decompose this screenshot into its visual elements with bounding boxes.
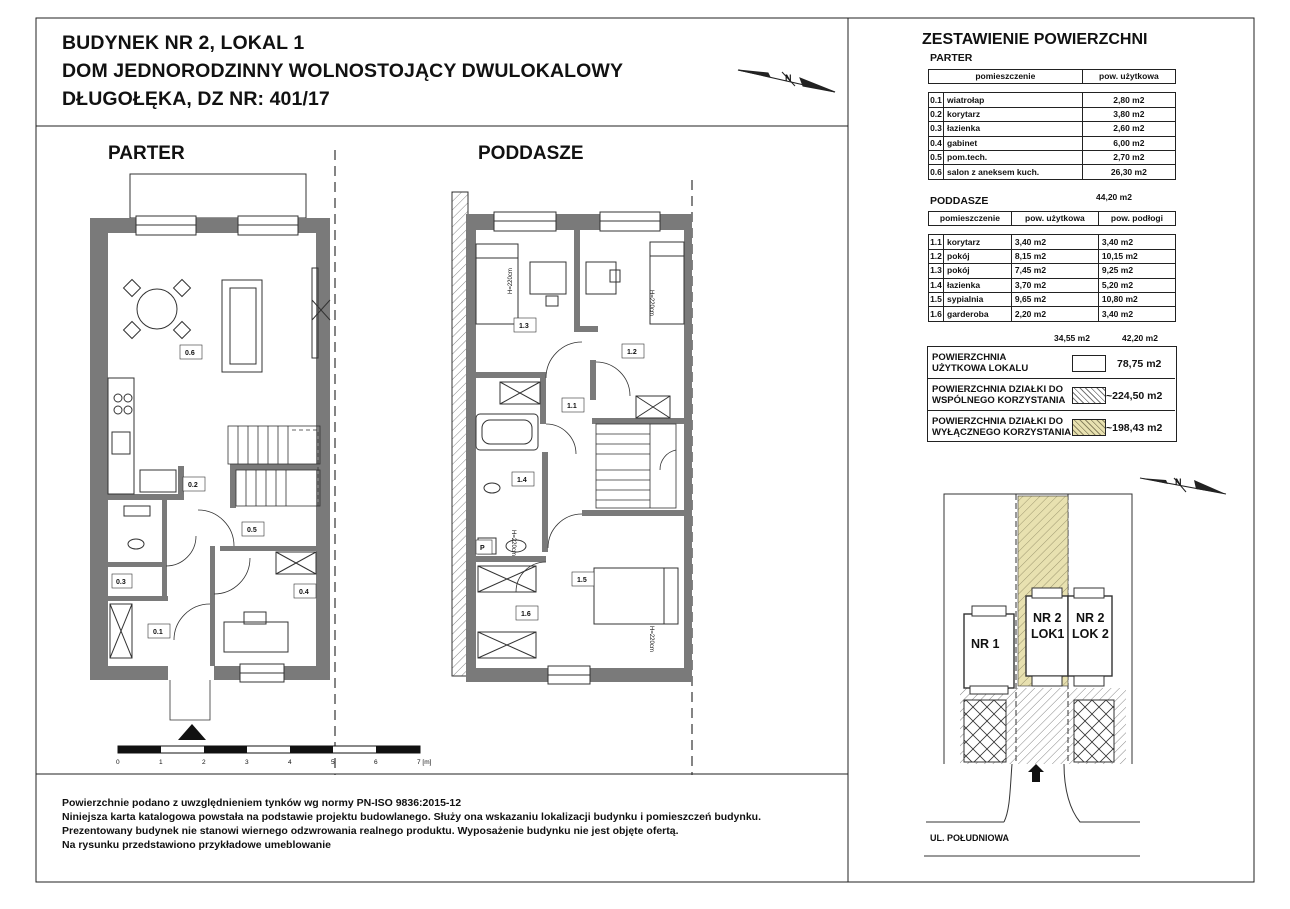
drawing-element <box>482 420 532 444</box>
drawing-element <box>590 360 596 400</box>
drawing-element <box>1028 764 1044 772</box>
drawing-element <box>230 464 330 470</box>
note-4: Na rysunku przedstawiono przykładowe umeblowanie <box>62 839 331 851</box>
drawing-element <box>586 262 616 294</box>
drawing-element <box>124 506 150 516</box>
site-plan <box>924 478 1226 856</box>
drawing-element <box>108 562 166 567</box>
col-header: pomieszczenie <box>929 212 1012 226</box>
drawing-element <box>1004 764 1012 822</box>
parter-table-label: PARTER <box>930 52 973 64</box>
drawing-element <box>1032 772 1040 782</box>
drawing-element <box>124 394 132 402</box>
table-row: 1.5 sypialnia 9,65 m2 10,80 m2 <box>929 292 1176 306</box>
drawing-element <box>174 604 210 640</box>
room-label: 0.2 <box>188 482 198 489</box>
parter-plan <box>90 150 335 775</box>
poddasze-total-area: 34,55 m2 <box>1054 333 1090 343</box>
drawing-element: 5 <box>331 759 335 766</box>
drawing-element: H=220cm <box>508 268 514 294</box>
drawing-element <box>168 664 214 682</box>
drawing-element <box>174 280 191 297</box>
header-line-3: DŁUGOŁĘKA, DZ NR: 401/17 <box>62 88 330 110</box>
drawing-element <box>484 483 500 493</box>
site-nr2-lok1-line1: NR 2 <box>1033 611 1062 625</box>
legend-swatch-usable <box>1072 355 1106 372</box>
legend-divider <box>927 378 1175 379</box>
room-label: 1.3 <box>519 323 529 330</box>
room-label: P <box>480 545 485 552</box>
drawing-element <box>574 230 580 330</box>
poddasze-room-labels <box>476 318 644 620</box>
drawing-element <box>452 192 468 676</box>
drawing-element <box>476 244 518 258</box>
drawing-element: H=220cm <box>510 530 516 556</box>
drawing-element <box>108 494 180 500</box>
drawing-element <box>530 262 566 294</box>
drawing-element: 6 <box>374 759 378 766</box>
col-header: pow. użytkowa <box>1082 70 1175 84</box>
room-label: 0.6 <box>185 350 195 357</box>
legend-value-1: 78,75 m2 <box>1117 358 1162 370</box>
poddasze-table-label: PODDASZE <box>930 195 989 207</box>
site-building-nr1: NR 1 <box>971 637 1000 651</box>
north-label: N <box>785 73 792 83</box>
poddasze-title: PODDASZE <box>478 143 584 164</box>
room-label: 1.2 <box>627 349 637 356</box>
drawing-element <box>596 362 630 396</box>
room-label: 1.1 <box>567 403 577 410</box>
scale-bar <box>118 746 420 753</box>
drawing-element <box>214 558 250 594</box>
drawing-element <box>124 280 191 339</box>
room-label: 1.4 <box>517 477 527 484</box>
parter-area-table <box>928 69 1176 180</box>
drawing-element <box>210 546 215 666</box>
table-row: 0.1 wiatrołap 2,80 m2 <box>929 93 1176 107</box>
drawing-element <box>140 470 176 492</box>
drawing-element: 2 <box>202 759 206 766</box>
drawing-element <box>540 372 546 424</box>
col-header: pomieszczenie <box>929 70 1083 84</box>
room-label: 0.5 <box>247 527 257 534</box>
drawing-element <box>964 614 1014 688</box>
col-header: pow. użytkowa <box>1011 212 1098 226</box>
drawing-element <box>108 596 168 601</box>
site-street-label: UL. POŁUDNIOWA <box>930 833 1009 843</box>
drawing-element: 3 <box>245 759 249 766</box>
drawing-element <box>376 746 420 753</box>
drawing-element <box>220 546 330 551</box>
legend-value-3: ~198,43 m2 <box>1106 422 1163 434</box>
drawing-element <box>124 322 141 339</box>
drawing-element <box>610 270 620 282</box>
drawing-element <box>1194 480 1226 494</box>
drawing-element <box>114 394 122 402</box>
drawing-element <box>204 746 247 753</box>
drawing-element <box>118 746 420 753</box>
header-line-2: DOM JEDNORODZINNY WOLNOSTOJĄCY DWULOKALOWY <box>62 60 624 82</box>
legend-label-1b: UŻYTKOWA LOKALU <box>932 363 1029 374</box>
note-1: Powierzchnie podano z uwzględnieniem tynków wg normy PN-ISO 9836:2015-12 <box>62 797 462 809</box>
table-row: 1.1 korytarz 3,40 m2 3,40 m2 <box>929 235 1176 249</box>
drawing-element <box>476 372 544 378</box>
legend-label-3b: WYŁĄCZNEGO KORZYSTANIA <box>932 427 1072 438</box>
room-label: 0.4 <box>299 589 309 596</box>
drawing-element <box>228 426 320 464</box>
drawing-element <box>516 342 630 592</box>
drawing-element <box>290 746 333 753</box>
drawing-element <box>546 424 576 454</box>
drawing-element <box>1074 676 1104 686</box>
drawing-element <box>178 724 206 740</box>
table-row: 0.6 salon z aneksem kuch. 26,30 m2 <box>929 165 1176 179</box>
drawing-element <box>114 406 122 414</box>
table-row: 1.6 garderoba 2,20 m2 3,40 m2 <box>929 307 1176 321</box>
drawing-element: 0 <box>116 759 120 766</box>
legend-swatch-common <box>1072 387 1106 404</box>
col-header: pow. podłogi <box>1098 212 1175 226</box>
drawing-element <box>1074 588 1104 598</box>
drawing-element <box>170 680 210 720</box>
legend-value-2: ~224,50 m2 <box>1106 390 1163 402</box>
drawing-element <box>594 568 678 624</box>
summary-title: ZESTAWIENIE POWIERZCHNI <box>922 31 1148 48</box>
drawing-element: 4 <box>288 759 292 766</box>
drawing-element <box>128 539 144 549</box>
drawing-element <box>800 78 835 92</box>
room-label: 0.3 <box>116 579 126 586</box>
drawing-element <box>650 424 676 508</box>
drawing-element <box>476 556 546 562</box>
drawing-element <box>1032 588 1062 598</box>
room-label: 1.6 <box>521 611 531 618</box>
drawing-element <box>137 289 177 329</box>
drawing-element <box>664 568 678 624</box>
header-line-1: BUDYNEK NR 2, LOKAL 1 <box>62 32 305 54</box>
drawing-element <box>596 424 676 508</box>
drawing-element <box>230 464 236 508</box>
drawing-element <box>174 322 191 339</box>
drawing-element <box>1074 700 1114 762</box>
drawing-element <box>542 452 548 552</box>
site-nr2-lok1-line2: LOK1 <box>1031 627 1065 641</box>
drawing-element <box>650 242 684 256</box>
drawing-element <box>1064 764 1140 822</box>
drawing-element <box>124 406 132 414</box>
table-row: 1.4 łazienka 3,70 m2 5,20 m2 <box>929 278 1176 292</box>
drawing-element <box>546 296 558 306</box>
room-label: 1.5 <box>577 577 587 584</box>
poddasze-total-floor: 42,20 m2 <box>1122 333 1158 343</box>
drawing-element <box>124 280 141 297</box>
drawing-element <box>198 510 234 546</box>
legend-swatch-private <box>1072 419 1106 436</box>
site-nr2-lok2-line1: NR 2 <box>1076 611 1105 625</box>
drawing-element <box>970 686 1008 694</box>
table-row: 0.2 korytarz 3,80 m2 <box>929 107 1176 121</box>
table-row: 1.3 pokój 7,45 m2 9,25 m2 <box>929 264 1176 278</box>
legend-label-3a: POWIERZCHNIA DZIAŁKI DO <box>932 416 1064 427</box>
drawing-element <box>224 622 288 652</box>
room-label: 0.1 <box>153 629 163 636</box>
drawing-element: 7 [m] <box>417 759 432 766</box>
table-row: 1.2 pokój 8,15 m2 10,15 m2 <box>929 249 1176 263</box>
drawing-element <box>582 510 684 516</box>
drawing-element <box>650 242 684 324</box>
drawing-element <box>166 510 250 720</box>
drawing-element: H=220cm <box>648 626 654 652</box>
drawing-element <box>592 418 684 424</box>
drawing-element: H=220cm <box>648 290 654 316</box>
drawing-element <box>230 288 256 364</box>
drawing-element <box>166 536 196 566</box>
drawing-element: 1 <box>159 759 163 766</box>
legend-label-2b: WSPÓLNEGO KORZYSTANIA <box>932 395 1066 406</box>
drawing-element <box>236 470 320 506</box>
table-row: 0.3 łazienka 2,60 m2 <box>929 122 1176 136</box>
legend-label-1a: POWIERZCHNIA <box>932 352 1007 363</box>
scale-labels <box>116 759 432 766</box>
drawing-element <box>972 606 1006 616</box>
legend-divider <box>927 410 1175 411</box>
drawing-element <box>130 174 306 218</box>
site-north-label: N <box>1175 477 1182 487</box>
drawing-element <box>574 326 598 332</box>
site-nr2-lok2-line2: LOK 2 <box>1072 627 1109 641</box>
drawing-element <box>162 500 167 600</box>
table-row: 0.5 pom.tech. 2,70 m2 <box>929 150 1176 164</box>
drawing-element <box>476 414 538 450</box>
poddasze-plan <box>452 180 692 775</box>
poddasze-area-table <box>928 211 1176 322</box>
drawing-element <box>548 514 582 548</box>
drawing-element <box>738 70 770 77</box>
table-row: 0.4 gabinet 6,00 m2 <box>929 136 1176 150</box>
drawing-element <box>964 700 1006 762</box>
legend-label-2a: POWIERZCHNIA DZIAŁKI DO <box>932 384 1064 395</box>
drawing-element <box>596 424 676 508</box>
parter-title: PARTER <box>108 143 185 164</box>
drawing-element <box>118 746 161 753</box>
parter-total: 44,20 m2 <box>1096 192 1132 202</box>
note-2: Niniejsza karta katalogowa powstała na podstawie projektu budowlanego. Służy ona wskazaniu lokalizacji budynku i pomieszczeń budynku. <box>62 811 761 823</box>
drawing-element <box>112 432 130 454</box>
note-3: Prezentowany budynek nie stanowi wiernego odzwrowania realnego produktu. Wyposażenie budynku nie jest objęte ofertą. <box>62 825 679 837</box>
drawing-element <box>1032 676 1062 686</box>
drawing-element <box>546 342 582 378</box>
